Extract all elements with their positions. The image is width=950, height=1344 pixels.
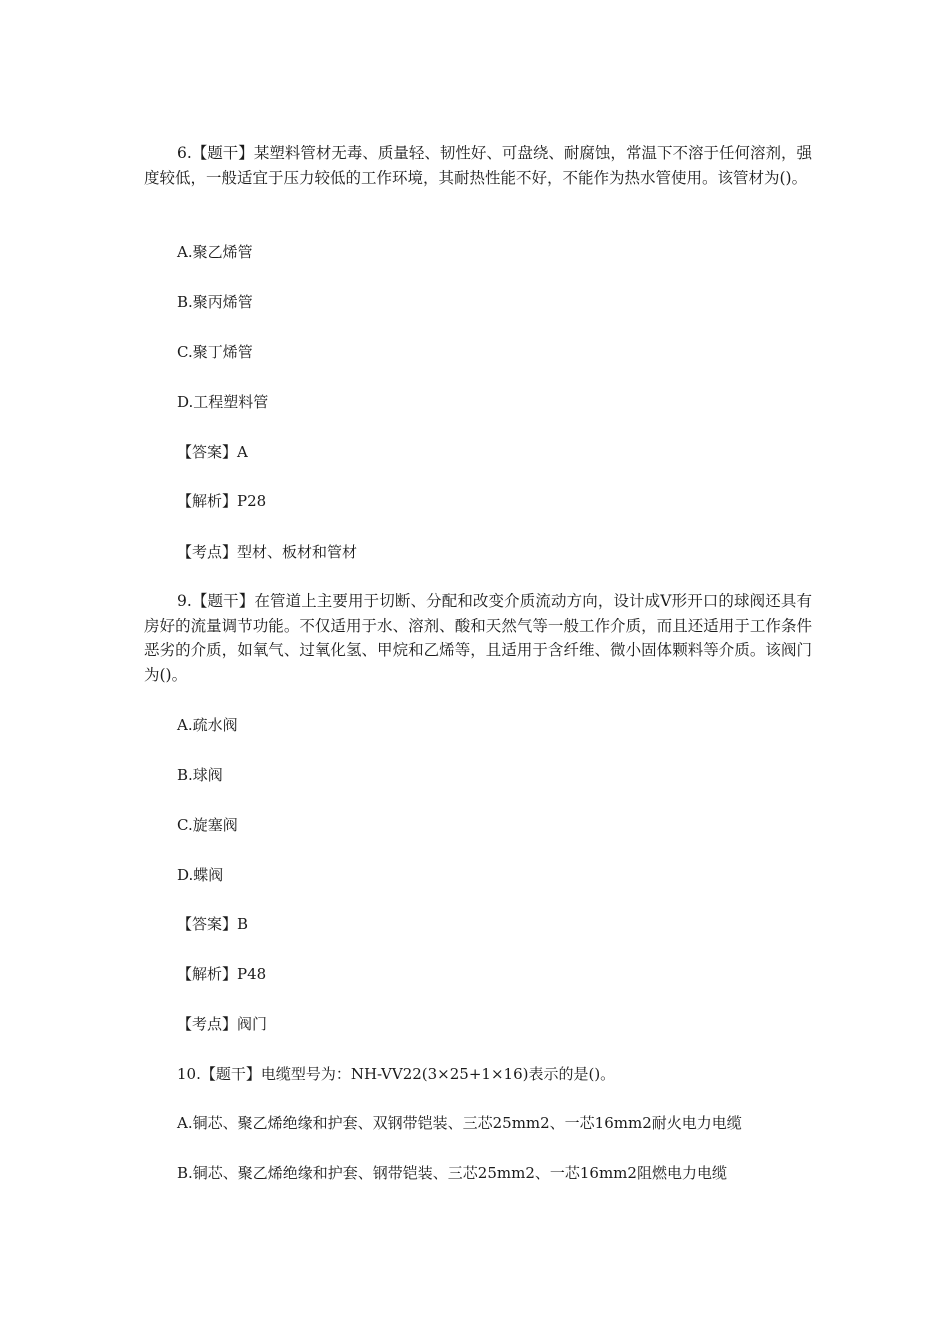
question-10-option-b: B.铜芯、聚乙烯绝缘和护套、钢带铠装、三芯25mm2、一芯16mm2阻燃电力电缆 (177, 1164, 727, 1182)
question-9-answer: 【答案】B (177, 915, 249, 933)
question-6-stem: 6.【题干】某塑料管材无毒、质量轻、韧性好、可盘绕、耐腐蚀，常温下不溶于任何溶剂，强度较低，一般适宜于压力较低的工作环境，其耐热性能不好，不能作为热水管使用。该管材为()。 (144, 144, 812, 187)
question-6-option-d: D.工程塑料管 (177, 393, 269, 411)
question-9-option-a: A.疏水阀 (177, 716, 238, 734)
question-9-option-c: C.旋塞阀 (177, 816, 238, 834)
question-6-option-a: A.聚乙烯管 (177, 243, 253, 261)
question-9-stem: 9.【题干】在管道上主要用于切断、分配和改变介质流动方向，设计成V形开口的球阀还具有房好的流量调节功能。不仅适用于水、溶剂、酸和天然气等一般工作介质，而且还适用于工作条件恶劣的介质，如氧气、过氧化氢、甲烷和乙烯等，且适用于含纤维、微小固体颗料等介质。该阀门为()。 (144, 592, 812, 684)
question-9-option-b: B.球阀 (177, 766, 223, 784)
question-9-topic: 【考点】阀门 (177, 1015, 268, 1033)
question-10-stem: 10.【题干】电缆型号为：NH-VV22(3×25+1×16)表示的是()。 (177, 1065, 616, 1083)
question-9-analysis: 【解析】P48 (177, 965, 267, 983)
question-6-analysis: 【解析】P28 (177, 492, 267, 510)
question-9-option-d: D.蝶阀 (177, 866, 224, 884)
question-6-option-c: C.聚丁烯管 (177, 343, 253, 361)
question-6-topic: 【考点】型材、板材和管材 (177, 543, 358, 561)
question-6-answer: 【答案】A (177, 443, 248, 461)
question-6-option-b: B.聚丙烯管 (177, 293, 253, 311)
question-10-option-a: A.铜芯、聚乙烯绝缘和护套、双钢带铠装、三芯25mm2、一芯16mm2耐火电力电缆 (177, 1114, 742, 1132)
